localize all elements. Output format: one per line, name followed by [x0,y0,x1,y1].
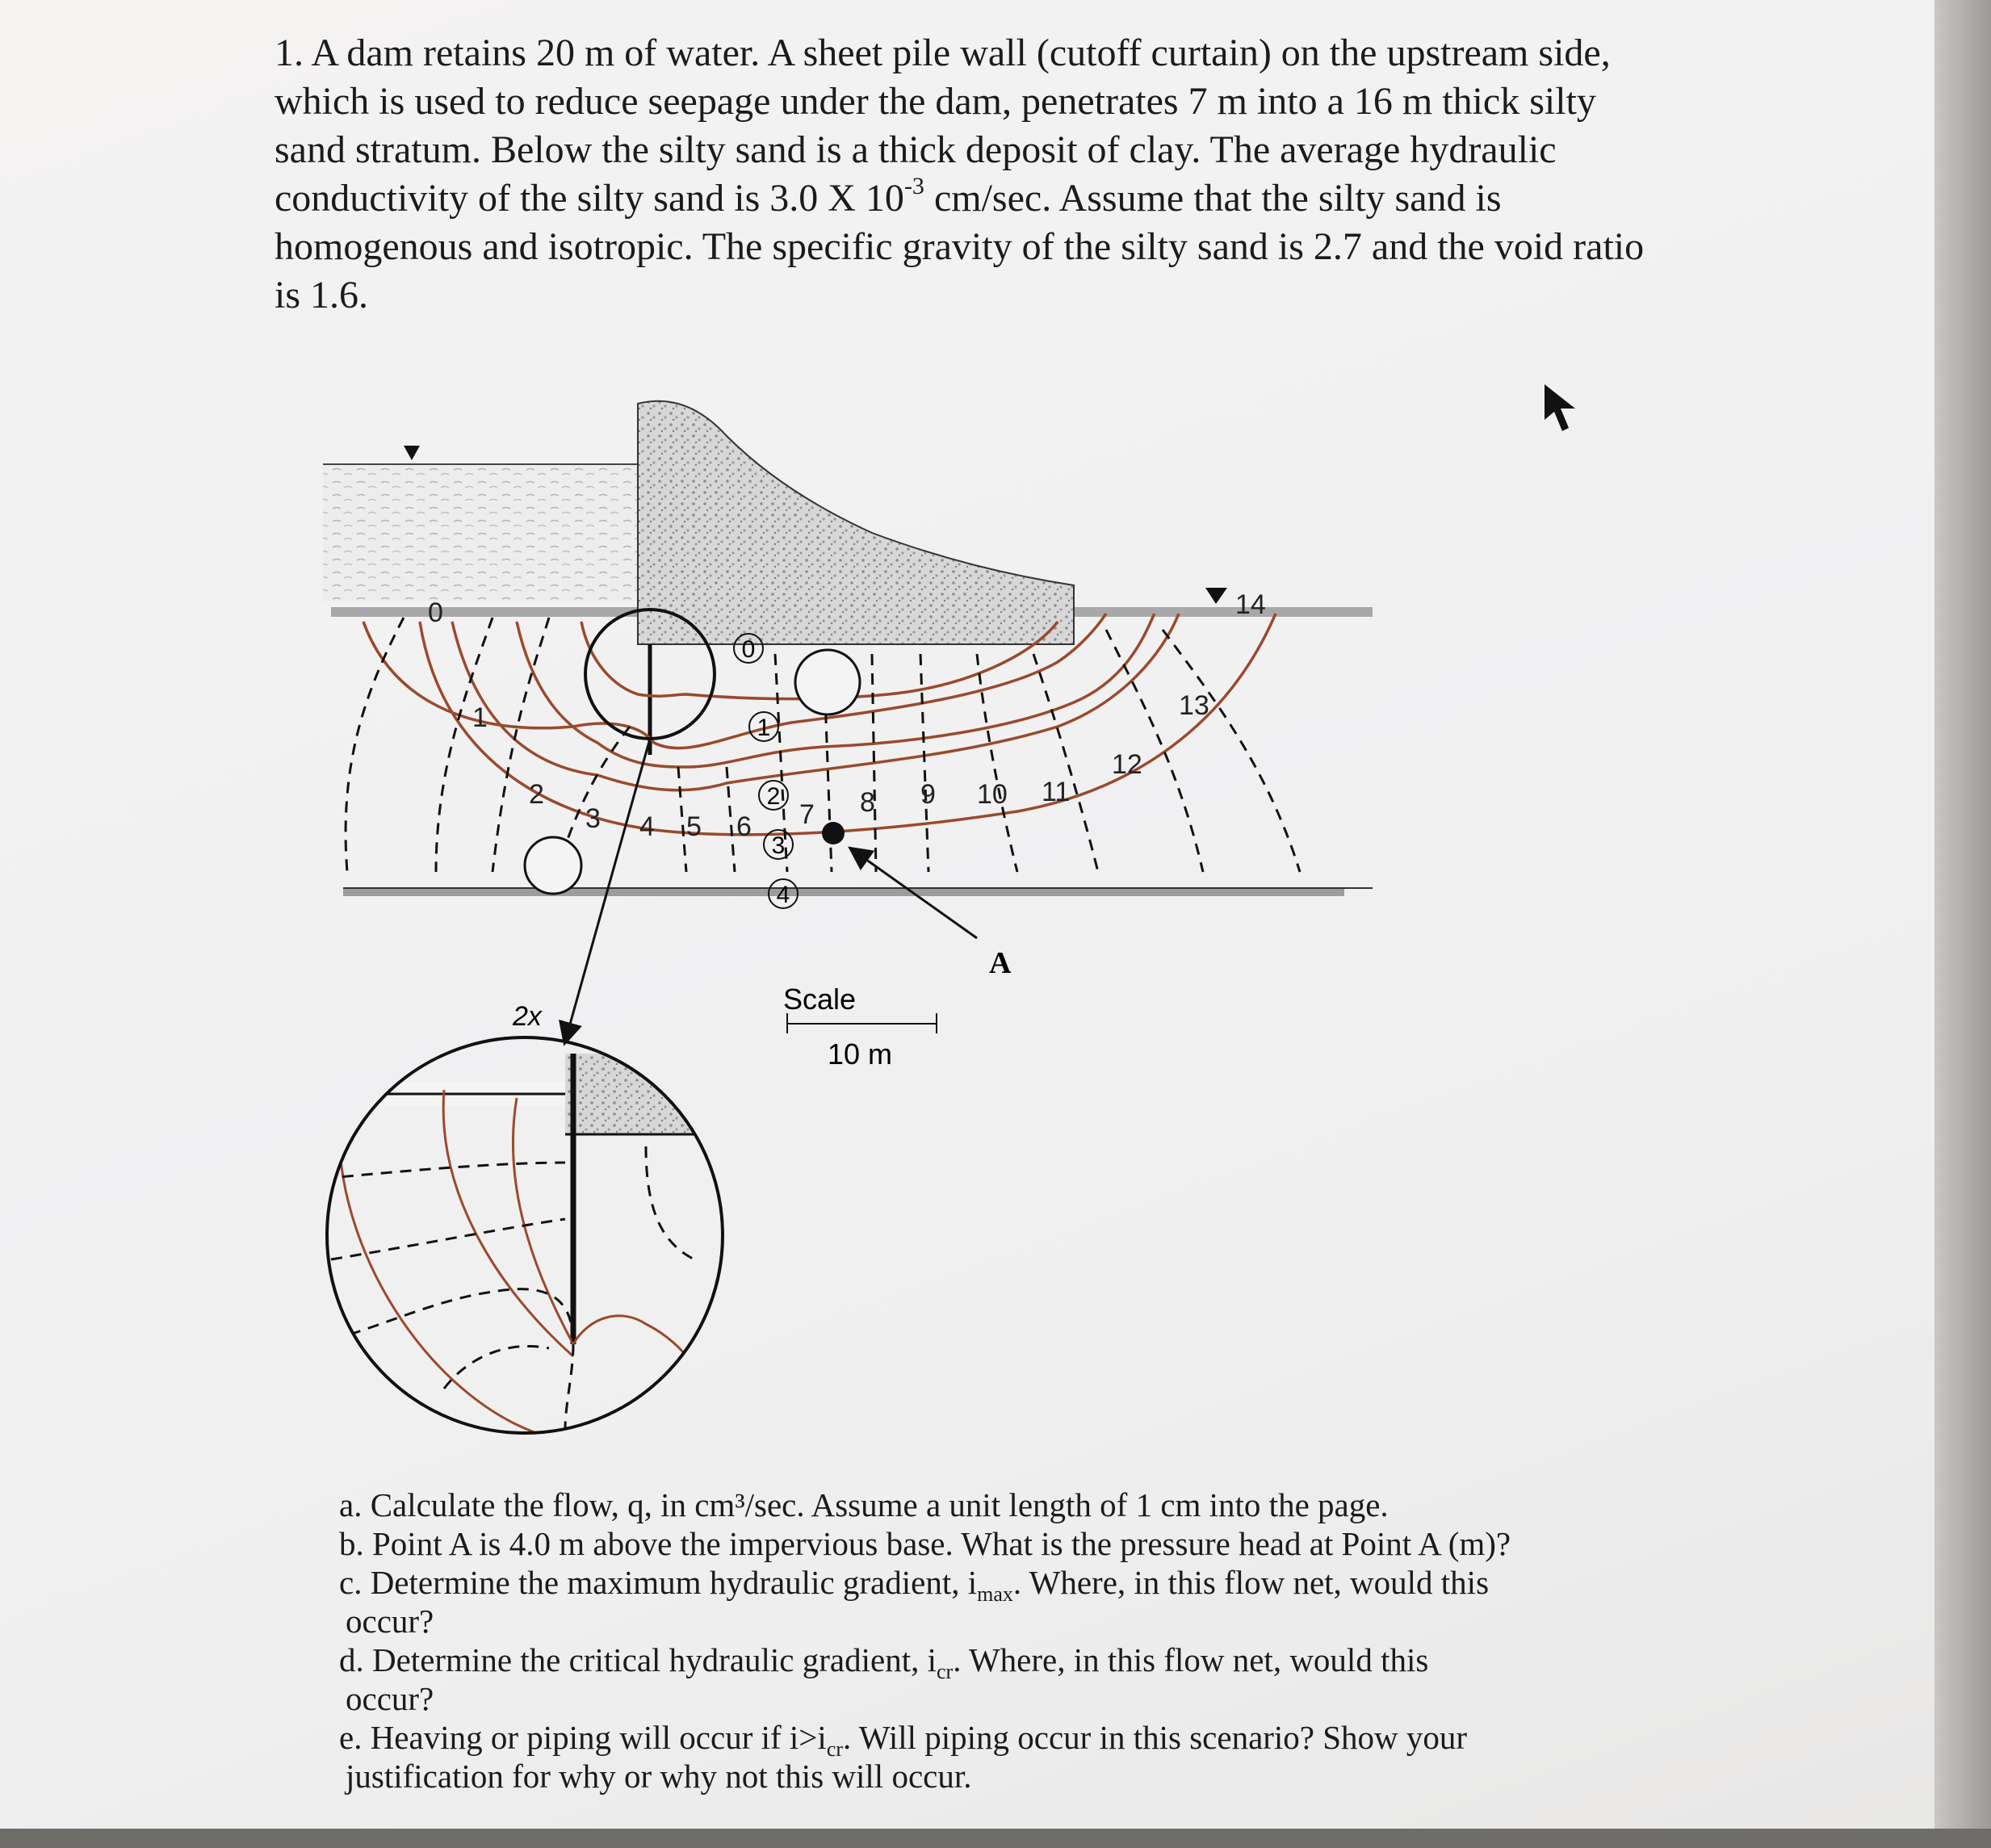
question-d-cont: occur? [346,1680,434,1717]
dam-body [638,401,1074,644]
zoom-factor: 2x [513,1001,542,1032]
flow-channel-markers [734,634,798,908]
scale-title: Scale [782,983,857,1016]
point-a-label: A [989,946,1012,980]
flow-line-4 [420,614,1276,835]
point-a-marker [822,822,845,844]
channel-label-1: 1 [757,714,771,741]
question-list [339,1486,1752,1796]
equipotential-10 [920,654,928,872]
monitor-bezel-bottom [0,1829,1991,1848]
equipotential-14 [1163,630,1300,872]
problem-statement [275,29,1744,320]
channel-label-2: 2 [766,783,781,810]
eq-label-4: 4 [639,811,655,842]
i-max-subscript: max [977,1582,1013,1607]
channel-label-3: 3 [771,832,786,859]
question-e-text: e. Heaving or piping will occur if i>i [339,1719,827,1756]
channel-label-4: 4 [776,882,790,908]
eq-label-5: 5 [686,811,702,842]
eq-label-14: 14 [1235,589,1266,620]
eq-label-12: 12 [1112,749,1142,780]
eq-label-10: 10 [977,779,1008,810]
eq-label-8: 8 [860,787,875,818]
question-b: b. Point A is 4.0 m above the impervious base. What is the pressure head at Point A (m)? [339,1525,1511,1562]
downstream-ground [1074,607,1373,617]
reservoir-water [323,464,638,601]
eq-label-11: 11 [1042,777,1071,807]
i-cr-subscript-e: cr [826,1737,844,1762]
eq-label-0: 0 [428,597,443,628]
eq-label-13: 13 [1179,690,1209,721]
scale-value: 10 m [827,1037,893,1071]
monitor-bezel-right [1934,0,1991,1848]
question-a: a. Calculate the flow, q, in cm³/sec. Assume a unit length of 1 cm into the page. [339,1486,1389,1523]
small-circle-1 [795,650,860,714]
problem-line-3: sand stratum. Below the silty sand is a thick deposit of clay. The average hydraulic [275,128,1557,171]
eq-label-6: 6 [736,811,752,842]
problem-line-5: homogenous and isotropic. The specific gravity of the silty sand is 2.7 and the void ratio [275,225,1645,268]
zoom-detail [307,1037,727,1437]
water-level-icon [404,446,420,460]
equipotential-2 [436,618,493,872]
equipotential-1 [346,618,404,872]
small-circle-2 [525,837,581,894]
question-e-rest: . Will piping occur in this scenario? Show your [843,1719,1468,1756]
question-c-cont: occur? [346,1603,434,1640]
eq-label-2: 2 [529,779,544,810]
question-c-rest: . Where, in this flow net, would this [1012,1564,1490,1601]
question-c [339,1563,1752,1607]
question-e-cont: justification for why or why not this will occur. [346,1758,972,1795]
problem-line-4 [275,174,1744,223]
problem-line-2: which is used to reduce seepage under the dam, penetrates 7 m into a 16 m thick silty [275,80,1596,123]
eq-label-9: 9 [920,779,936,810]
flow-net-figure [307,388,1389,1437]
question-c-text: c. Determine the maximum hydraulic gradient, i [339,1564,978,1601]
eq-label-1: 1 [472,702,488,733]
problem-line-4-end: cm/sec. Assume that the silty sand is [924,177,1502,220]
impervious-base [343,888,1344,896]
exponent: -3 [903,173,924,199]
upstream-ground [331,607,638,617]
question-d [339,1641,1752,1684]
equipotential-12 [1033,654,1098,872]
eq-label-7: 7 [799,799,815,830]
i-cr-subscript: cr [936,1660,954,1684]
problem-line-1: 1. A dam retains 20 m of water. A sheet pile wall (cutoff curtain) on the upstream side, [275,31,1611,74]
question-e [339,1718,1752,1762]
question-d-text: d. Determine the critical hydraulic gradient, i [339,1641,937,1678]
channel-label-0: 0 [741,636,756,663]
eq-label-3: 3 [585,803,601,834]
problem-line-4-start: conductivity of the silty sand is 3.0 X 10 [275,177,904,220]
question-d-rest: . Where, in this flow net, would this [953,1641,1429,1678]
equipotential-5 [678,767,686,872]
cursor-arrow-icon [1538,381,1587,438]
problem-line-6: is 1.6. [275,274,369,316]
tailwater-level-icon [1205,588,1227,604]
